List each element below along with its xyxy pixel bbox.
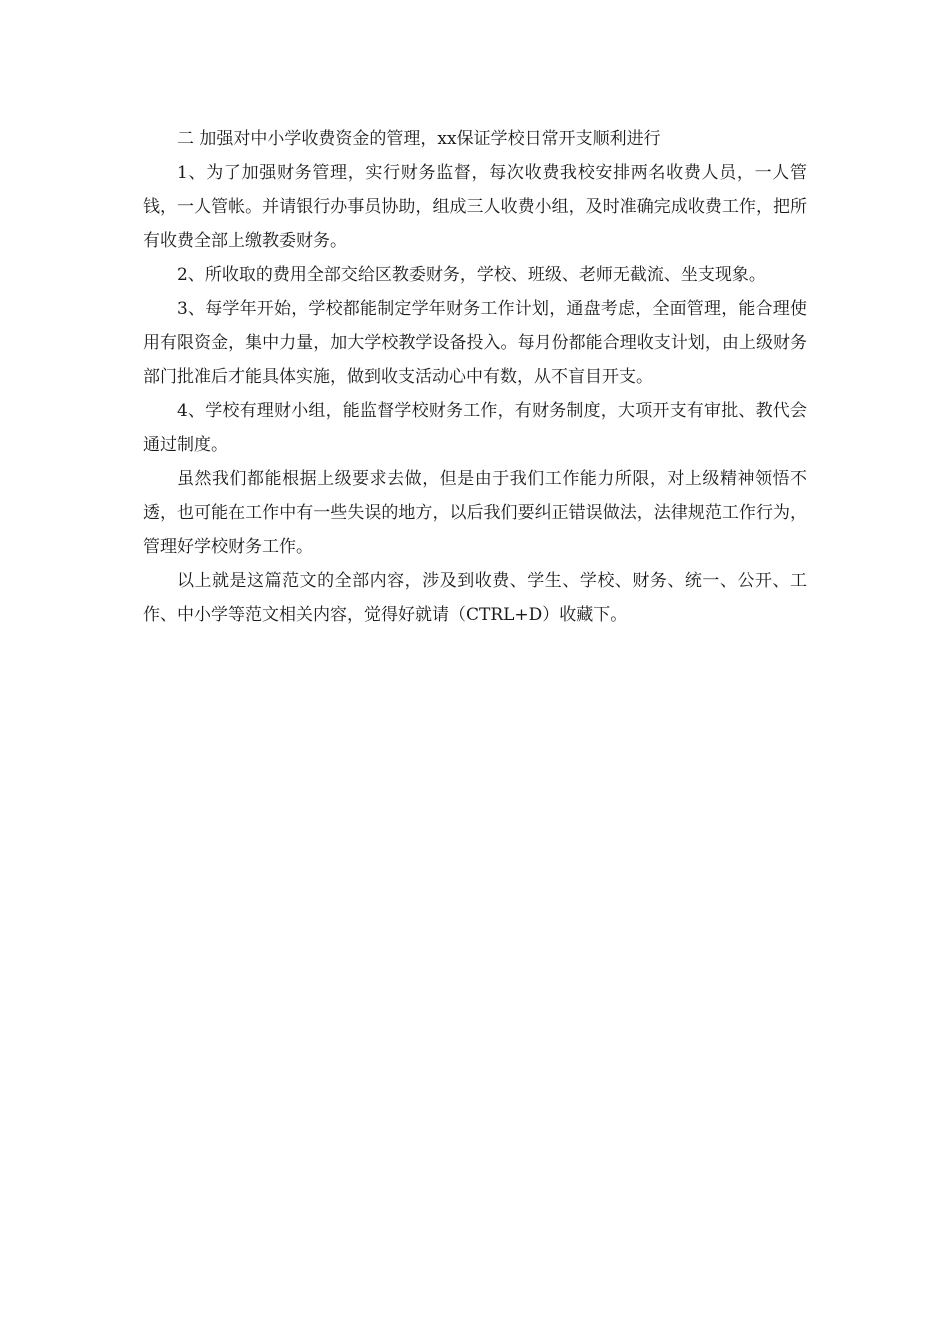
paragraph-item-3: 3、每学年开始，学校都能制定学年财务工作计划，通盘考虑，全面管理，能合理使用有限资金，集中力量，加大学校教学设备投入。每月份都能合理收支计划，由上级财务部门批准后才能具体实施，做到收支活动心中有数，从不盲目开支。: [143, 299, 807, 387]
document-body: [143, 122, 807, 632]
paragraph-item-1: 1、为了加强财务管理，实行财务监督，每次收费我校安排两名收费人员，一人管钱，一人管帐。并请银行办事员协助，组成三人收费小组，及时准确完成收费工作，把所有收费全部上缴教委财务。: [143, 163, 807, 251]
paragraph-summary: 虽然我们都能根据上级要求去做，但是由于我们工作能力所限，对上级精神领悟不透，也可能在工作中有一些失误的地方，以后我们要纠正错误做法，法律规范工作行为，管理好学校财务工作。: [143, 469, 807, 557]
paragraph-item-4: 4、学校有理财小组，能监督学校财务工作，有财务制度，大项开支有审批、教代会通过制度。: [143, 401, 807, 455]
section-heading: 二 加强对中小学收费资金的管理，xx保证学校日常开支顺利进行: [177, 129, 661, 149]
paragraph-closing: 以上就是这篇范文的全部内容，涉及到收费、学生、学校、财务、统一、公开、工作、中小学等范文相关内容，觉得好就请（CTRL+D）收藏下。: [143, 571, 807, 625]
paragraph-item-2: 2、所收取的费用全部交给区教委财务，学校、班级、老师无截流、坐支现象。: [177, 265, 766, 285]
